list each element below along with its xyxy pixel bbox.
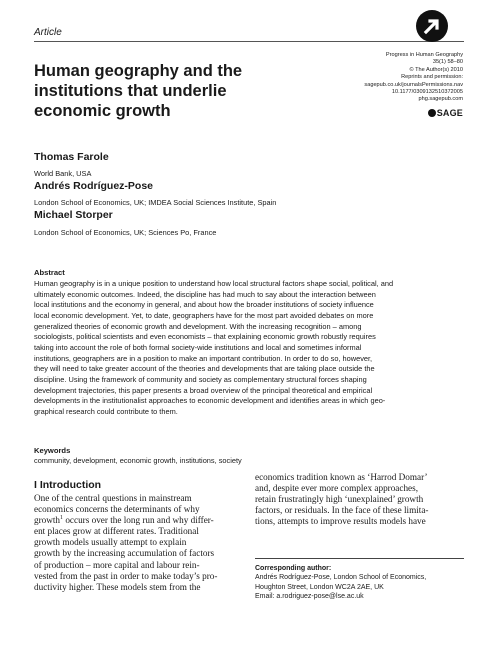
body-line: economics concerns the determinants of why bbox=[34, 504, 200, 515]
footnote-marker[interactable]: 1 bbox=[60, 515, 64, 522]
author-affiliation: London School of Economics, UK; Sciences Po, France bbox=[34, 228, 217, 237]
body-line: tions, attempts to improve results models have bbox=[255, 516, 426, 527]
abstract-line: ultimately economic outcomes. Indeed, the discipline has had much to say about the interaction between bbox=[34, 289, 376, 299]
corresponding-author-email[interactable]: Email: a.rodriguez-pose@lse.ac.uk bbox=[255, 592, 364, 600]
permissions-link[interactable]: sagepub.co.uk/journalsPermissions.nav bbox=[364, 81, 463, 88]
body-line: ductivity higher. These models stem from the bbox=[34, 581, 201, 592]
journal-name: Progress in Human Geography bbox=[385, 52, 463, 58]
body-line: growth$^1$ occurs over the long run and why differ- bbox=[34, 515, 214, 526]
arrow-in-circle-icon bbox=[416, 10, 448, 42]
author-name: Andrés Rodríguez-Pose bbox=[34, 180, 154, 192]
copyright: © The Author(s) 2010 bbox=[409, 66, 463, 73]
title-line: institutions that underlie bbox=[34, 82, 227, 100]
author-name: Michael Storper bbox=[34, 209, 113, 221]
journal-metadata bbox=[293, 52, 463, 104]
corresponding-author-line: Andrés Rodríguez-Pose, London School of Economics, bbox=[255, 574, 427, 582]
author-affiliation: London School of Economics, UK; IMDEA Social Sciences Institute, Spain bbox=[34, 198, 277, 207]
header-divider bbox=[34, 41, 464, 42]
body-line: growth models usually attempt to explain bbox=[34, 537, 187, 548]
title-line: economic growth bbox=[34, 102, 171, 120]
abstract-heading: Abstract bbox=[34, 268, 65, 277]
body-line: ent places grow at different rates. Traditional bbox=[34, 526, 199, 537]
journal-website-link[interactable]: phg.sagepub.com bbox=[418, 96, 463, 103]
abstract-line: they will need to take greater account of the theories and developments that are taking place outside the bbox=[34, 364, 375, 374]
paper-title bbox=[34, 61, 294, 121]
body-line: economics tradition known as ‘Harrod Domar’ bbox=[255, 472, 428, 482]
corresponding-author-block bbox=[255, 564, 467, 601]
body-line: and, despite ever more complex approaches, bbox=[255, 483, 419, 494]
body-line: growth by the increasing accumulation of factors bbox=[34, 548, 215, 559]
article-type-label: Article bbox=[34, 27, 62, 38]
section-heading: I Introduction bbox=[34, 479, 102, 491]
body-line: factors, or residuals. In the face of these limita- bbox=[255, 505, 429, 516]
abstract-line: institutions, geographers are in a position to make an important contribution. In order to do so, however, bbox=[34, 353, 373, 363]
abstract-line: graphical research could contribute to them. bbox=[34, 406, 178, 416]
body-line: One of the central questions in mainstream bbox=[34, 493, 192, 503]
body-line: vested from the past in order to make today’s pro- bbox=[34, 570, 218, 581]
publisher-logo: SAGE bbox=[428, 108, 463, 118]
body-column-right bbox=[255, 472, 464, 527]
body-line: retain frustratingly high ‘unexplained’ growth bbox=[255, 494, 424, 505]
footnote-divider bbox=[255, 558, 464, 559]
sage-mark-icon bbox=[428, 109, 436, 117]
author-affiliation: World Bank, USA bbox=[34, 169, 92, 178]
corresponding-author-line: Houghton Street, London WC2A 2AE, UK bbox=[255, 583, 384, 591]
corresponding-author-heading: Corresponding author: bbox=[255, 565, 332, 572]
abstract-line: local institutions and the economy in general, and about how the broader institutions of society influence bbox=[34, 300, 374, 310]
reprints-label: Reprints and permission: bbox=[401, 74, 463, 81]
keywords-heading: Keywords bbox=[34, 446, 71, 455]
body-line: of production – more capital and labour rein- bbox=[34, 559, 200, 570]
body-column-left bbox=[34, 493, 241, 593]
title-line: Human geography and the bbox=[34, 62, 243, 80]
abstract-line: developments in the institutionalist approaches to economic development and identifies areas in which geo- bbox=[34, 396, 386, 406]
abstract-line: generalized theories of economic growth and development. With the increasing recognition – among bbox=[34, 321, 362, 331]
abstract-line: discipline. Using the framework of community and society as complementary structural forces shaping bbox=[34, 374, 367, 384]
abstract-line: Human geography is in a unique position to understand how local structural factors shape social, political, and bbox=[34, 279, 394, 288]
author-name: Thomas Farole bbox=[34, 151, 109, 163]
abstract-line: taking into account the role of both formal society-wide institutions and local and sometimes informal bbox=[34, 342, 362, 352]
abstract-line: sociologists, political scientists and even economists – that explaining economic growth robustly requires bbox=[34, 332, 376, 342]
doi-link[interactable]: 10.1177/0309132510372005 bbox=[391, 89, 463, 96]
journal-issue: 35(1) 58–80 bbox=[432, 59, 463, 66]
abstract-line: development trajectories, this paper presents a broad overview of the principal theoretical and empirical bbox=[34, 385, 373, 395]
keywords-list: community, development, economic growth, institutions, society bbox=[34, 456, 242, 465]
abstract-line: local economic development. Yet, to date, geographers have for the most part avoided debates on more bbox=[34, 310, 374, 320]
abstract-body bbox=[34, 279, 463, 418]
